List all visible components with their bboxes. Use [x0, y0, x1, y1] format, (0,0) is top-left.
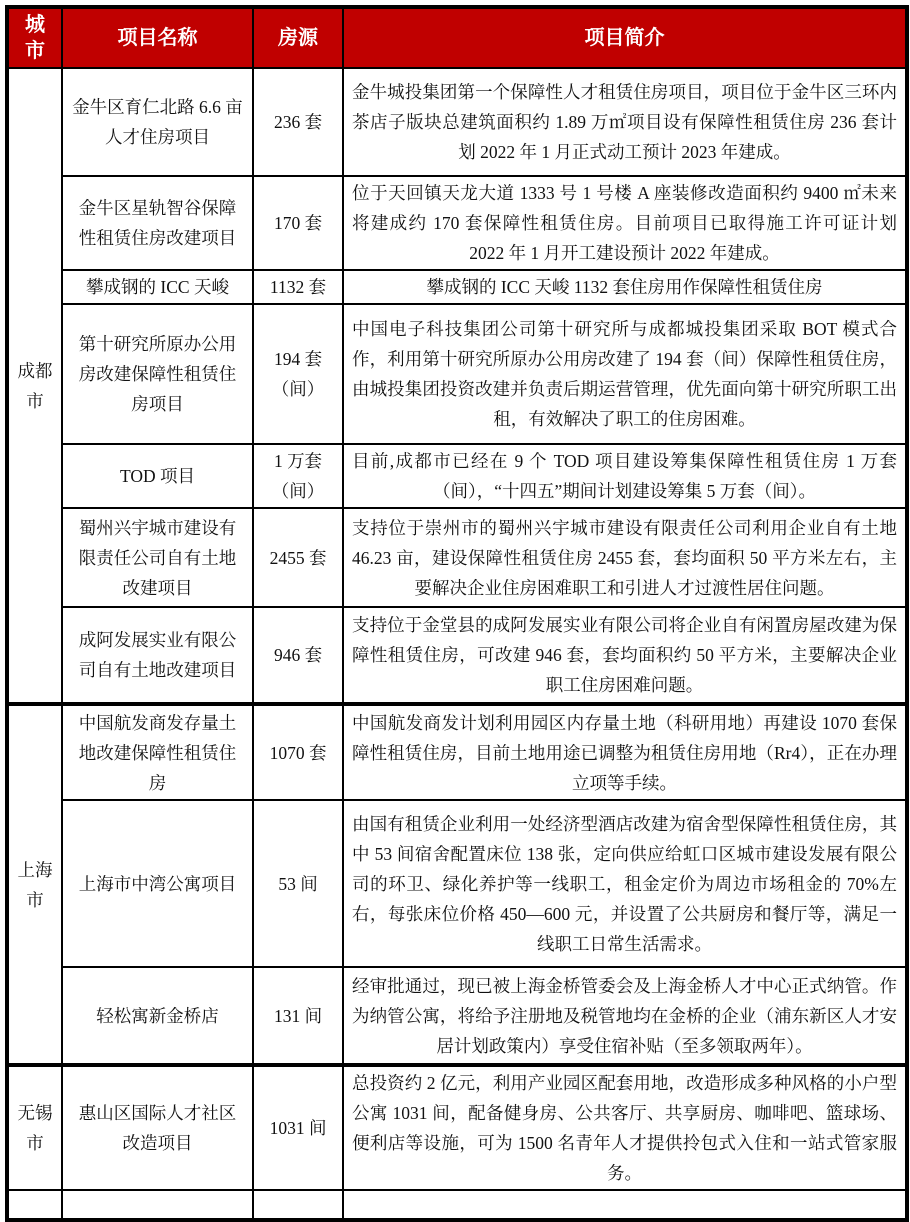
table-row — [7, 607, 907, 704]
table-row — [7, 444, 907, 508]
table-body — [7, 68, 907, 1220]
city-label: 成都市 — [17, 360, 53, 411]
table-row — [7, 68, 907, 176]
project-name-cell: 惠山区国际人才社区改造项目 — [62, 1065, 253, 1190]
project-name-cell: TOD 项目 — [62, 444, 253, 508]
description-cell: 由国有租赁企业利用一处经济型酒店改建为宿舍型保障性租赁住房，其中 53 间宿舍配置床位 138 张，定向供应给虹口区城市建设发展有限公司的环卫、绿化养护等一线职工，租金定价为周边市场租金的 70%左右，每张床位价格 450—600 元，并设置了公共厨房和餐厅等，满足一线职工日常生活需求。 — [343, 800, 907, 967]
units-cell: 1070 套 — [253, 704, 343, 800]
project-name-cell: 攀成钢的 ICC 天峻 — [62, 270, 253, 304]
city-cell — [7, 704, 62, 1065]
city-label: 上海市 — [17, 859, 53, 910]
header-units-label: 房源 — [278, 27, 318, 49]
project-name-cell: 上海市中湾公寓项目 — [62, 800, 253, 967]
empty-cell — [253, 1190, 343, 1220]
table-header — [7, 7, 907, 68]
description-cell: 金牛城投集团第一个保障性人才租赁住房项目，项目位于金牛区三环内茶店子版块总建筑面积约 1.89 万㎡项目设有保障性租赁住房 236 套计划 2022 年 1 月正式动工预计 2023 年建成。 — [343, 68, 907, 176]
units-cell: 236 套 — [253, 68, 343, 176]
description-cell: 总投资约 2 亿元，利用产业园区配套用地，改造形成多种风格的小户型公寓 1031 间，配备健身房、公共客厅、共享厨房、咖啡吧、篮球场、便利店等设施，可为 1500 名青年人才提供拎包式入住和一站式管家服务。 — [343, 1065, 907, 1190]
project-name-cell: 轻松寓新金桥店 — [62, 967, 253, 1065]
description-cell: 支持位于崇州市的蜀州兴宇城市建设有限责任公司利用企业自有土地 46.23 亩，建设保障性租赁住房 2455 套，套均面积 50 平方米左右，主要解决企业住房困难职工和引进人才过渡性居住问题。 — [343, 508, 907, 607]
project-name-cell: 第十研究所原办公用房改建保障性租赁住房项目 — [62, 304, 253, 444]
header-row — [7, 7, 907, 68]
units-cell: 946 套 — [253, 607, 343, 704]
units-cell: 53 间 — [253, 800, 343, 967]
table-row — [7, 508, 907, 607]
header-cell-city — [7, 7, 62, 68]
project-name-cell: 蜀州兴宇城市建设有限责任公司自有土地改建项目 — [62, 508, 253, 607]
table-row — [7, 304, 907, 444]
housing-projects-table — [5, 5, 909, 1222]
description-cell: 经审批通过，现已被上海金桥管委会及上海金桥人才中心正式纳管。作为纳管公寓，将给予注册地及税管地均在金桥的企业（浦东新区人才安居计划政策内）享受住宿补贴（至多领取两年）。 — [343, 967, 907, 1065]
units-cell: 131 间 — [253, 967, 343, 1065]
empty-cell — [62, 1190, 253, 1220]
city-cell — [7, 1065, 62, 1190]
city-label: 无锡市 — [17, 1103, 53, 1153]
description-cell: 支持位于金堂县的成阿发展实业有限公司将企业自有闲置房屋改建为保障性租赁住房，可改建 946 套，套均面积约 50 平方米，主要解决企业职工住房困难问题。 — [343, 607, 907, 704]
city-cell — [7, 68, 62, 704]
table-row — [7, 800, 907, 967]
empty-cell — [343, 1190, 907, 1220]
table-row — [7, 270, 907, 304]
units-cell: 170 套 — [253, 176, 343, 270]
header-cell-units — [253, 7, 343, 68]
header-cell-name — [62, 7, 253, 68]
table-row — [7, 176, 907, 270]
units-cell: 2455 套 — [253, 508, 343, 607]
project-name-cell: 金牛区育仁北路 6.6 亩人才住房项目 — [62, 68, 253, 176]
table-row — [7, 704, 907, 800]
table-row — [7, 967, 907, 1065]
description-cell: 目前,成都市已经在 9 个 TOD 项目建设筹集保障性租赁住房 1 万套（间），“十四五”期间计划建设筹集 5 万套（间）。 — [343, 444, 907, 508]
table-row-cutoff — [7, 1190, 907, 1220]
header-desc-label: 项目简介 — [584, 27, 665, 49]
units-cell: 194 套（间） — [253, 304, 343, 444]
description-cell: 攀成钢的 ICC 天峻 1132 套住房用作保障性租赁住房 — [343, 270, 907, 304]
project-name-cell: 成阿发展实业有限公司自有土地改建项目 — [62, 607, 253, 704]
empty-cell — [7, 1190, 62, 1220]
project-name-cell: 中国航发商发存量土地改建保障性租赁住房 — [62, 704, 253, 800]
description-cell: 中国电子科技集团公司第十研究所与成都城投集团采取 BOT 模式合作，利用第十研究所原办公用房改建了 194 套（间）保障性租赁住房，由城投集团投资改建并负责后期运营管理，优先面向第十研究所职工出租，有效解决了职工的住房困难。 — [343, 304, 907, 444]
units-cell: 1 万套（间） — [253, 444, 343, 508]
header-name-label: 项目名称 — [117, 27, 198, 49]
header-cell-desc — [343, 7, 907, 68]
description-cell: 中国航发商发计划利用园区内存量土地（科研用地）再建设 1070 套保障性租赁住房，目前土地用途已调整为租赁住房用地（Rr4），正在办理立项等手续。 — [343, 704, 907, 800]
project-name-cell: 金牛区星轨智谷保障性租赁住房改建项目 — [62, 176, 253, 270]
header-city-label: 城市 — [25, 14, 45, 62]
units-cell: 1031 间 — [253, 1065, 343, 1190]
units-cell: 1132 套 — [253, 270, 343, 304]
table-row — [7, 1065, 907, 1190]
description-cell: 位于天回镇天龙大道 1333 号 1 号楼 A 座装修改造面积约 9400 ㎡未来将建成约 170 套保障性租赁住房。目前项目已取得施工许可证计划 2022 年 1 月开工建设预计 2022 年建成。 — [343, 176, 907, 270]
